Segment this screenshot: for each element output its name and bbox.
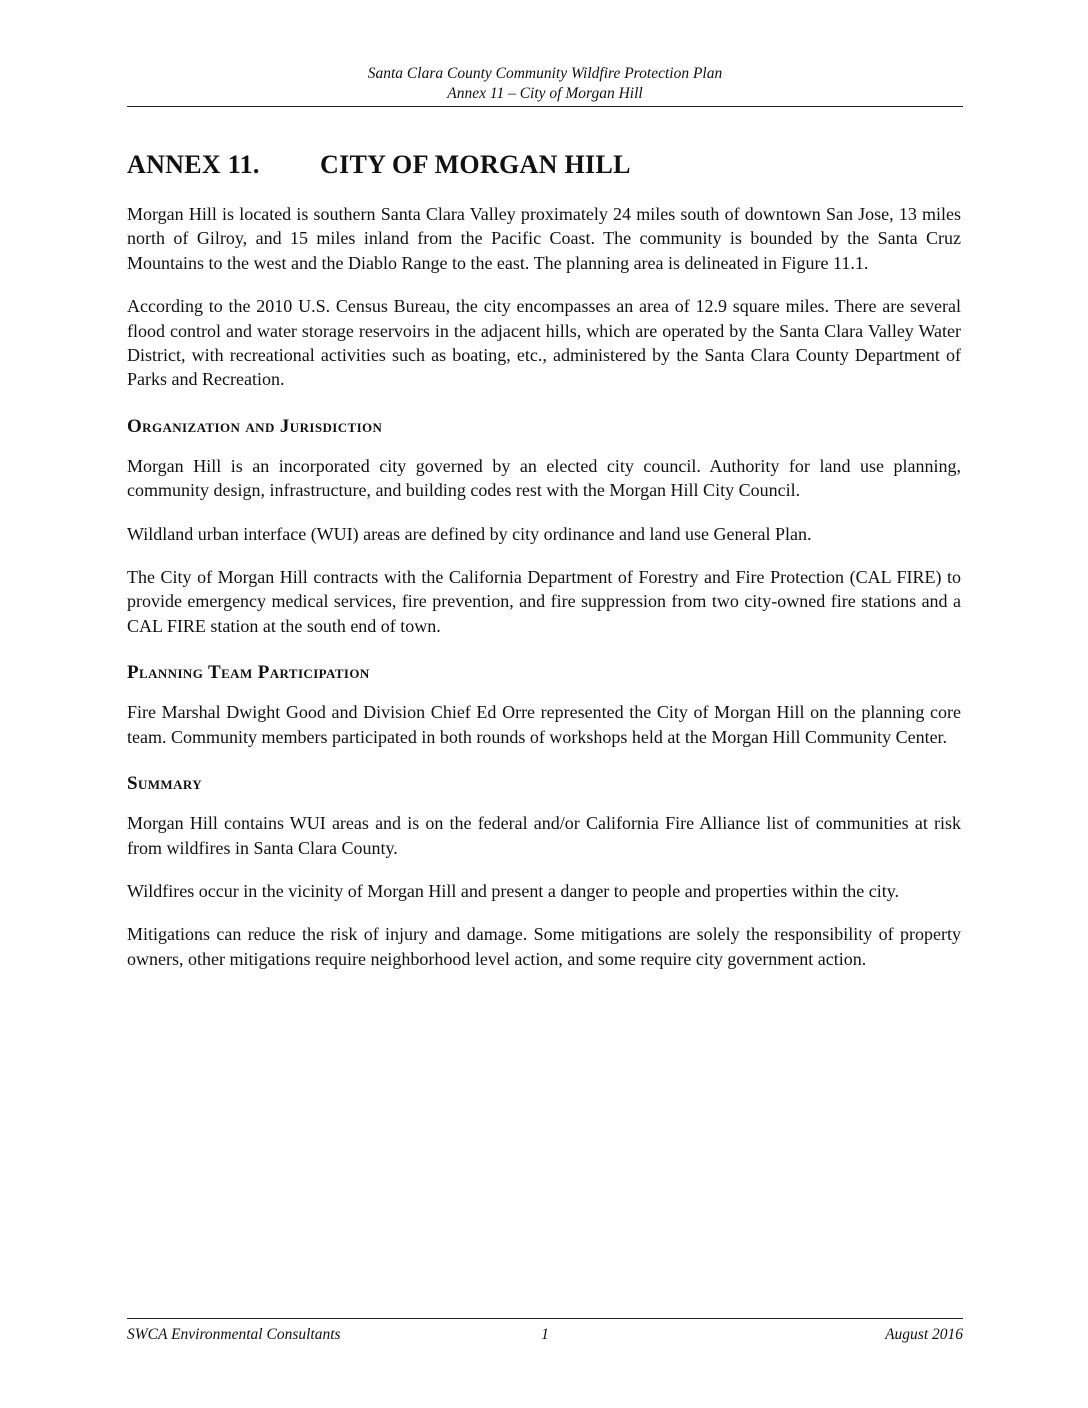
planning-paragraph-1: Fire Marshal Dwight Good and Division Chief Ed Orre represented the City of Morgan Hill on the planning core team. Community members participated in both rounds of workshops held at the Morgan Hill Community Center.	[127, 702, 961, 747]
organization-paragraph-2: Wildland urban interface (WUI) areas are defined by city ordinance and land use General Plan.	[127, 523, 812, 544]
intro-paragraph-2: According to the 2010 U.S. Census Bureau, the city encompasses an area of 12.9 square miles. There are several flood control and water storage reservoirs in the adjacent hills, which are operated by the Santa Clara Valley Water District, with recreational activities such as boating, etc., administered by the Santa Clara County Department of Parks and Recreation.	[127, 296, 961, 390]
header-divider	[127, 106, 963, 107]
section-heading-planning: Planning Team Participation	[127, 662, 370, 684]
annex-title: CITY OF MORGAN HILL	[320, 150, 631, 179]
organization-paragraph-3: The City of Morgan Hill contracts with the California Department of Forestry and Fire Protection (CAL FIRE) to provide emergency medical services, fire prevention, and fire suppression from two city-owned fire stations and a CAL FIRE station at the south end of town.	[127, 567, 961, 636]
page-number: 1	[541, 1326, 549, 1343]
running-header	[127, 64, 963, 104]
summary-paragraph-1: Morgan Hill contains WUI areas and is on the federal and/or California Fire Alliance list of communities at risk from wildfires in Santa Clara County.	[127, 813, 961, 858]
organization-paragraph-1: Morgan Hill is an incorporated city governed by an elected city council. Authority for land use planning, community design, infrastructure, and building codes rest with the Morgan Hill City Council.	[127, 455, 961, 501]
annex-number: ANNEX 11.	[127, 150, 260, 179]
summary-paragraph-3: Mitigations can reduce the risk of injury and damage. Some mitigations are solely the responsibility of property owners, other mitigations require neighborhood level action, and some require city government action.	[127, 924, 961, 969]
main-content	[127, 150, 961, 990]
header-line-2: Annex 11 – City of Morgan Hill	[447, 85, 643, 102]
summary-paragraph-2: Wildfires occur in the vicinity of Morgan Hill and present a danger to people and properties within the city.	[127, 880, 900, 901]
footer-organization: SWCA Environmental Consultants	[127, 1326, 341, 1343]
section-heading-summary: Summary	[127, 773, 203, 795]
intro-paragraph-1: Morgan Hill is located is southern Santa Clara Valley proximately 24 miles south of downtown San Jose, 13 miles north of Gilroy, and 15 miles inland from the Pacific Coast. The community is bounded by the Santa Cruz Mountains to the west and the Diablo Range to the east. The planning area is delineated in Figure 11.1.	[127, 204, 961, 273]
footer-date: August 2016	[885, 1326, 963, 1343]
footer-divider	[127, 1318, 963, 1319]
header-line-1: Santa Clara County Community Wildfire Protection Plan	[367, 65, 723, 82]
section-heading-organization: Organization and Jurisdiction	[127, 415, 383, 437]
page-title	[127, 150, 961, 180]
